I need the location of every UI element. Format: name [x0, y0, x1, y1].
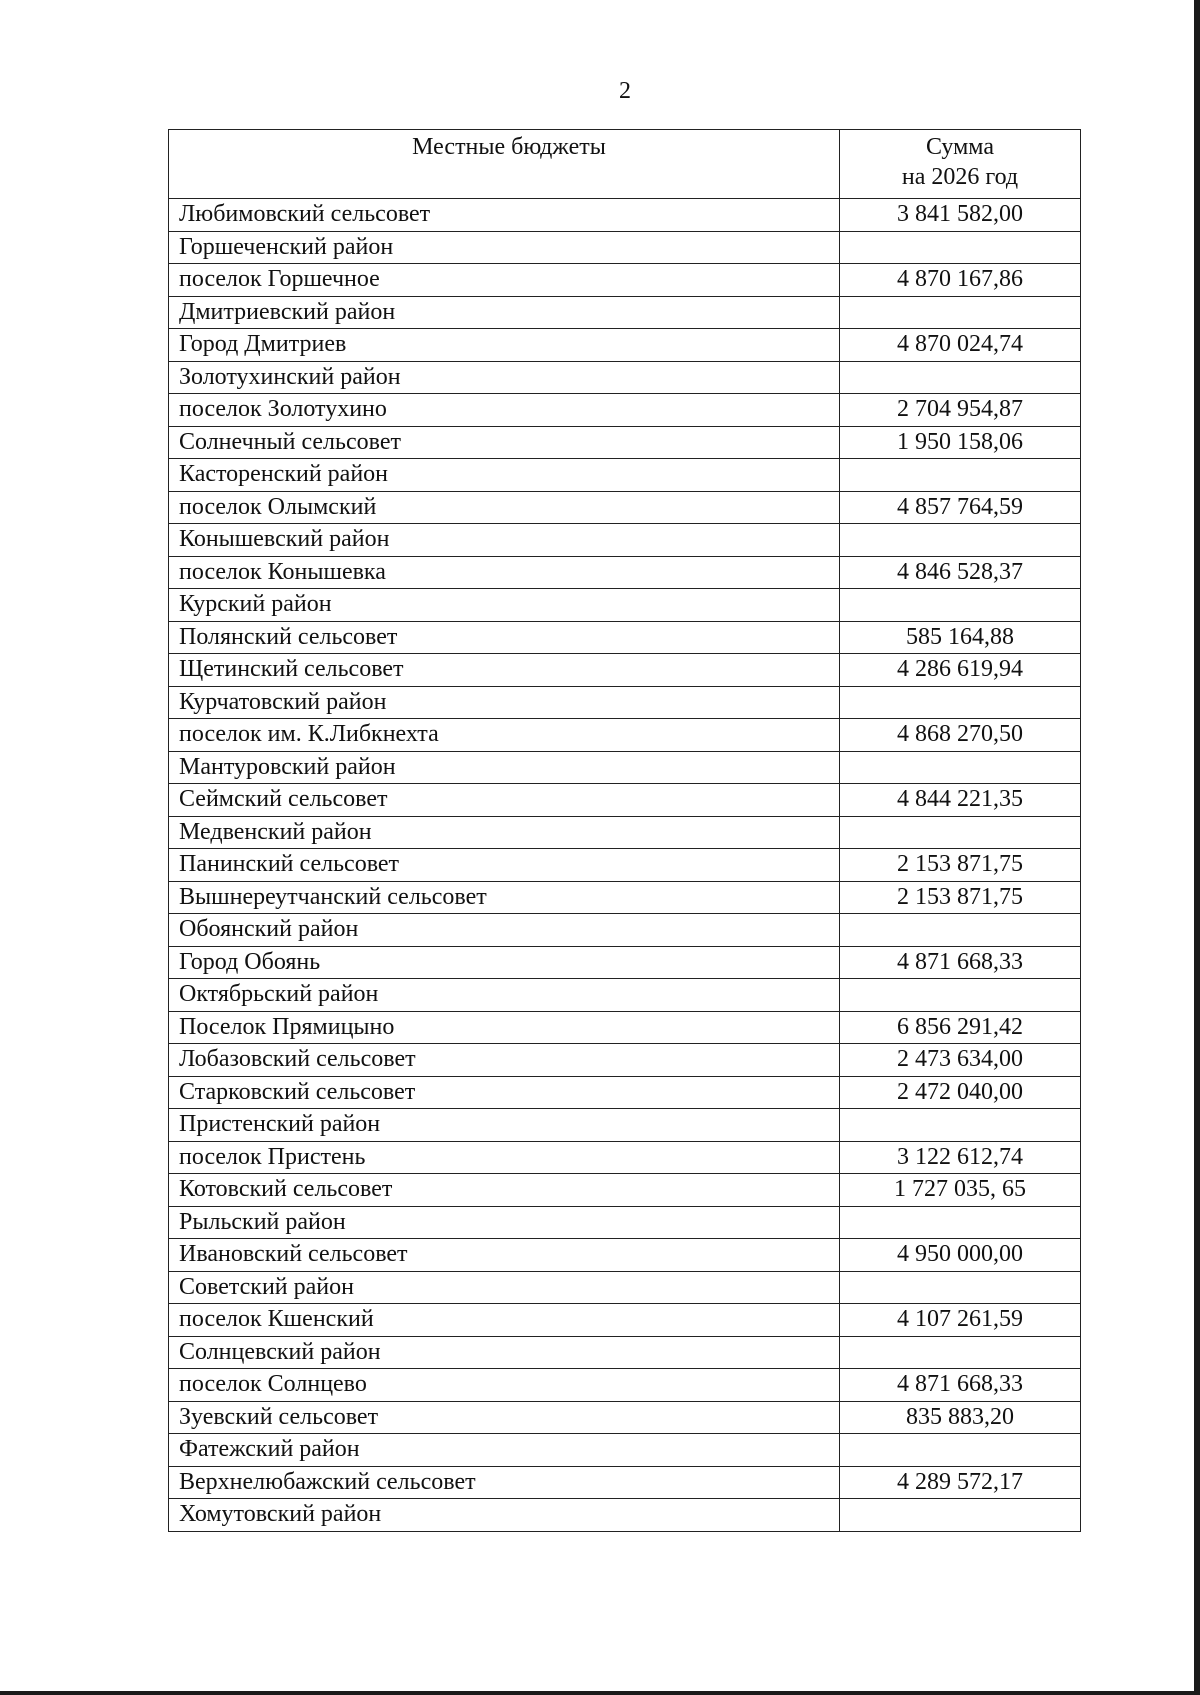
- budget-name-cell: поселок Конышевка: [169, 556, 840, 589]
- table-row: [169, 654, 1081, 687]
- budget-name-cell: Старковский сельсовет: [169, 1076, 840, 1109]
- table-row: [169, 1076, 1081, 1109]
- amount-cell: 1 950 158,06: [840, 426, 1081, 459]
- budget-name-cell: Курский район: [169, 589, 840, 622]
- budget-name-cell: Золотухинский район: [169, 361, 840, 394]
- amount-cell: [840, 1499, 1081, 1532]
- budget-name-cell: Вышнереутчанский сельсовет: [169, 881, 840, 914]
- amount-cell: [840, 1206, 1081, 1239]
- budget-name-cell: Ивановский сельсовет: [169, 1239, 840, 1272]
- budget-name-cell: Горшеченский район: [169, 231, 840, 264]
- budget-name-cell: Верхнелюбажский сельсовет: [169, 1466, 840, 1499]
- table-row: [169, 621, 1081, 654]
- amount-cell: [840, 296, 1081, 329]
- table-row: [169, 719, 1081, 752]
- table-row: [169, 1174, 1081, 1207]
- header-local-budgets: Местные бюджеты: [169, 130, 840, 199]
- amount-cell: [840, 1109, 1081, 1142]
- table-row: [169, 459, 1081, 492]
- amount-cell: 4 107 261,59: [840, 1304, 1081, 1337]
- table-row: [169, 849, 1081, 882]
- budget-name-cell: Касторенский район: [169, 459, 840, 492]
- budget-name-cell: поселок Горшечное: [169, 264, 840, 297]
- table-row: [169, 1109, 1081, 1142]
- amount-cell: 4 286 619,94: [840, 654, 1081, 687]
- budget-name-cell: Советский район: [169, 1271, 840, 1304]
- table-row: [169, 686, 1081, 719]
- budget-name-cell: Сеймский сельсовет: [169, 784, 840, 817]
- table-row: [169, 816, 1081, 849]
- amount-cell: [840, 459, 1081, 492]
- amount-cell: 1 727 035, 65: [840, 1174, 1081, 1207]
- amount-cell: 2 473 634,00: [840, 1044, 1081, 1077]
- table-row: [169, 394, 1081, 427]
- table-row: [169, 751, 1081, 784]
- table-row: [169, 361, 1081, 394]
- budget-name-cell: Дмитриевский район: [169, 296, 840, 329]
- budget-name-cell: поселок Пристень: [169, 1141, 840, 1174]
- budget-name-cell: Поселок Прямицыно: [169, 1011, 840, 1044]
- table-row: [169, 491, 1081, 524]
- budget-name-cell: Зуевский сельсовет: [169, 1401, 840, 1434]
- amount-cell: 4 289 572,17: [840, 1466, 1081, 1499]
- table-body: [169, 199, 1081, 1532]
- amount-cell: 6 856 291,42: [840, 1011, 1081, 1044]
- budget-name-cell: Медвенский район: [169, 816, 840, 849]
- header-sum: [840, 130, 1081, 199]
- budget-name-cell: поселок Олымский: [169, 491, 840, 524]
- table-row: [169, 524, 1081, 557]
- table-row: [169, 1239, 1081, 1272]
- budget-name-cell: Конышевский район: [169, 524, 840, 557]
- budget-name-cell: Полянский сельсовет: [169, 621, 840, 654]
- amount-cell: [840, 816, 1081, 849]
- amount-cell: [840, 751, 1081, 784]
- amount-cell: [840, 361, 1081, 394]
- budget-name-cell: Октябрьский район: [169, 979, 840, 1012]
- amount-cell: 585 164,88: [840, 621, 1081, 654]
- table-row: [169, 556, 1081, 589]
- budget-name-cell: Лобазовский сельсовет: [169, 1044, 840, 1077]
- amount-cell: 4 846 528,37: [840, 556, 1081, 589]
- table-row: [169, 1011, 1081, 1044]
- budget-name-cell: Город Обоянь: [169, 946, 840, 979]
- budget-name-cell: Солнечный сельсовет: [169, 426, 840, 459]
- header-sum-line2: на 2026 год: [901, 164, 1019, 190]
- table-row: [169, 1044, 1081, 1077]
- table-header-row: [169, 130, 1081, 199]
- table-row: [169, 881, 1081, 914]
- table-row: [169, 1369, 1081, 1402]
- budget-name-cell: Курчатовский район: [169, 686, 840, 719]
- amount-cell: 4 950 000,00: [840, 1239, 1081, 1272]
- table-row: [169, 1271, 1081, 1304]
- table-row: [169, 1401, 1081, 1434]
- scan-border-right: [1194, 0, 1200, 1695]
- budget-name-cell: поселок Кшенский: [169, 1304, 840, 1337]
- budget-name-cell: Панинский сельсовет: [169, 849, 840, 882]
- amount-cell: [840, 1336, 1081, 1369]
- table-row: [169, 1434, 1081, 1467]
- table-row: [169, 979, 1081, 1012]
- table-row: [169, 231, 1081, 264]
- table-row: [169, 329, 1081, 362]
- amount-cell: 4 871 668,33: [840, 1369, 1081, 1402]
- amount-cell: [840, 524, 1081, 557]
- budget-name-cell: Пристенский район: [169, 1109, 840, 1142]
- amount-cell: 2 153 871,75: [840, 881, 1081, 914]
- header-sum-line1: Сумма: [926, 134, 994, 160]
- amount-cell: 3 841 582,00: [840, 199, 1081, 232]
- table-row: [169, 264, 1081, 297]
- table-row: [169, 1499, 1081, 1532]
- table-row: [169, 1336, 1081, 1369]
- amount-cell: 2 704 954,87: [840, 394, 1081, 427]
- budget-name-cell: Любимовский сельсовет: [169, 199, 840, 232]
- budget-name-cell: Солнцевский район: [169, 1336, 840, 1369]
- budget-name-cell: Фатежский район: [169, 1434, 840, 1467]
- budget-name-cell: Щетинский сельсовет: [169, 654, 840, 687]
- table-row: [169, 589, 1081, 622]
- amount-cell: [840, 979, 1081, 1012]
- amount-cell: 4 857 764,59: [840, 491, 1081, 524]
- budget-name-cell: Город Дмитриев: [169, 329, 840, 362]
- budget-name-cell: Рыльский район: [169, 1206, 840, 1239]
- budget-table: [168, 129, 1081, 1532]
- budget-name-cell: поселок Солнцево: [169, 1369, 840, 1402]
- budget-name-cell: Обоянский район: [169, 914, 840, 947]
- amount-cell: [840, 1434, 1081, 1467]
- table-row: [169, 946, 1081, 979]
- amount-cell: 4 870 167,86: [840, 264, 1081, 297]
- amount-cell: 4 868 270,50: [840, 719, 1081, 752]
- scan-border-bottom: [0, 1691, 1200, 1695]
- amount-cell: [840, 914, 1081, 947]
- table-row: [169, 1466, 1081, 1499]
- budget-name-cell: Хомутовский район: [169, 1499, 840, 1532]
- amount-cell: [840, 589, 1081, 622]
- table-row: [169, 426, 1081, 459]
- amount-cell: 4 844 221,35: [840, 784, 1081, 817]
- amount-cell: [840, 686, 1081, 719]
- budget-name-cell: Котовский сельсовет: [169, 1174, 840, 1207]
- amount-cell: 2 472 040,00: [840, 1076, 1081, 1109]
- table-row: [169, 296, 1081, 329]
- amount-cell: 835 883,20: [840, 1401, 1081, 1434]
- amount-cell: [840, 1271, 1081, 1304]
- budget-name-cell: поселок Золотухино: [169, 394, 840, 427]
- table-row: [169, 1141, 1081, 1174]
- table-row: [169, 784, 1081, 817]
- amount-cell: [840, 231, 1081, 264]
- table-row: [169, 1206, 1081, 1239]
- table-row: [169, 914, 1081, 947]
- table-row: [169, 199, 1081, 232]
- budget-name-cell: Мантуровский район: [169, 751, 840, 784]
- amount-cell: 3 122 612,74: [840, 1141, 1081, 1174]
- table-row: [169, 1304, 1081, 1337]
- budget-name-cell: поселок им. К.Либкнехта: [169, 719, 840, 752]
- amount-cell: 4 870 024,74: [840, 329, 1081, 362]
- amount-cell: 2 153 871,75: [840, 849, 1081, 882]
- amount-cell: 4 871 668,33: [840, 946, 1081, 979]
- page-number: 2: [619, 78, 631, 104]
